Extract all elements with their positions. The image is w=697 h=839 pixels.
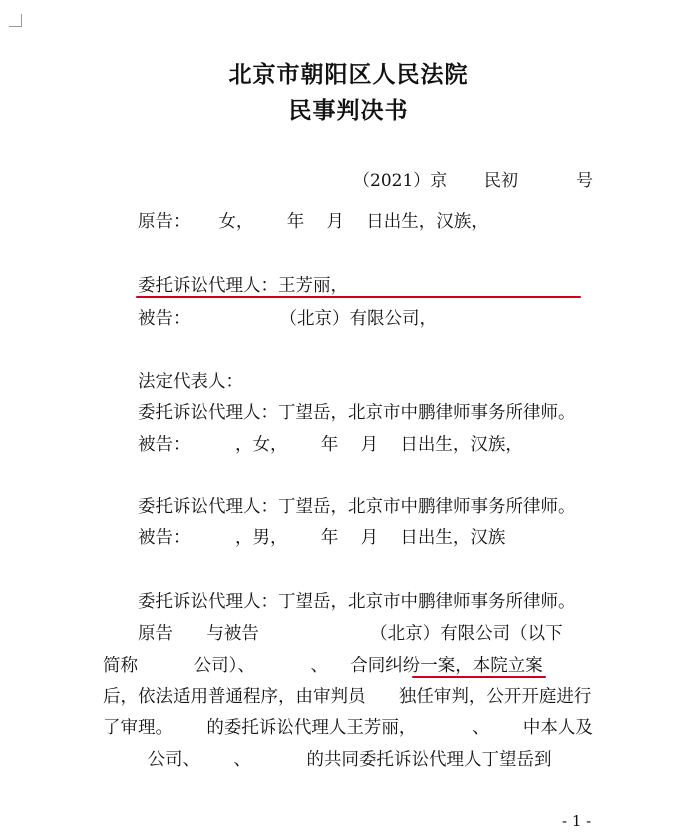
body-paragraph-line-2: 简称 公司）、 、 合同纠纷一案，本院立案 bbox=[103, 656, 543, 676]
body-paragraph-line-5: 公司、 、 的共同委托诉讼代理人丁望岳到 bbox=[103, 750, 552, 770]
body-paragraph-line-3: 后，依法适用普通程序，由审判员 独任审判，公开开庭进行 bbox=[103, 687, 592, 707]
defendant3-agent-line: 委托诉讼代理人：丁望岳，北京市中鹏律师事务所律师。 bbox=[138, 592, 576, 612]
defendant2-line: 被告： ，女， 年 月 日出生，汉族， bbox=[138, 435, 523, 455]
legal-rep-line: 法定代表人： bbox=[138, 372, 243, 392]
defendant1-line: 被告： （北京）有限公司， bbox=[138, 309, 438, 329]
plaintiff-line: 原告： 女， 年 月 日出生，汉族， bbox=[138, 212, 489, 232]
body-paragraph-line-1: 原告 与被告 （北京）有限公司（以下 bbox=[138, 624, 563, 644]
court-name: 北京市朝阳区人民法院 bbox=[228, 62, 469, 88]
body-paragraph-line-4: 了审理。 的委托诉讼代理人王芳丽， 、 中本人及 bbox=[103, 718, 593, 738]
page-corner-mark bbox=[9, 14, 22, 27]
page-number: - 1 - bbox=[562, 812, 592, 830]
plaintiff-agent-line: 委托诉讼代理人：王芳丽， bbox=[138, 276, 348, 296]
case-number-year: （2021）京 bbox=[353, 171, 448, 191]
red-underline-annotation bbox=[412, 676, 546, 678]
document-type: 民事判决书 bbox=[288, 98, 409, 124]
case-number-suffix: 号 bbox=[576, 171, 593, 191]
case-number-mid: 民初 bbox=[484, 171, 518, 191]
red-underline-annotation bbox=[136, 296, 581, 298]
defendant3-line: 被告： ，男， 年 月 日出生，汉族 bbox=[138, 528, 506, 548]
defendant2-agent-line: 委托诉讼代理人：丁望岳，北京市中鹏律师事务所律师。 bbox=[138, 497, 576, 517]
defendant1-agent-line: 委托诉讼代理人：丁望岳，北京市中鹏律师事务所律师。 bbox=[138, 403, 576, 423]
